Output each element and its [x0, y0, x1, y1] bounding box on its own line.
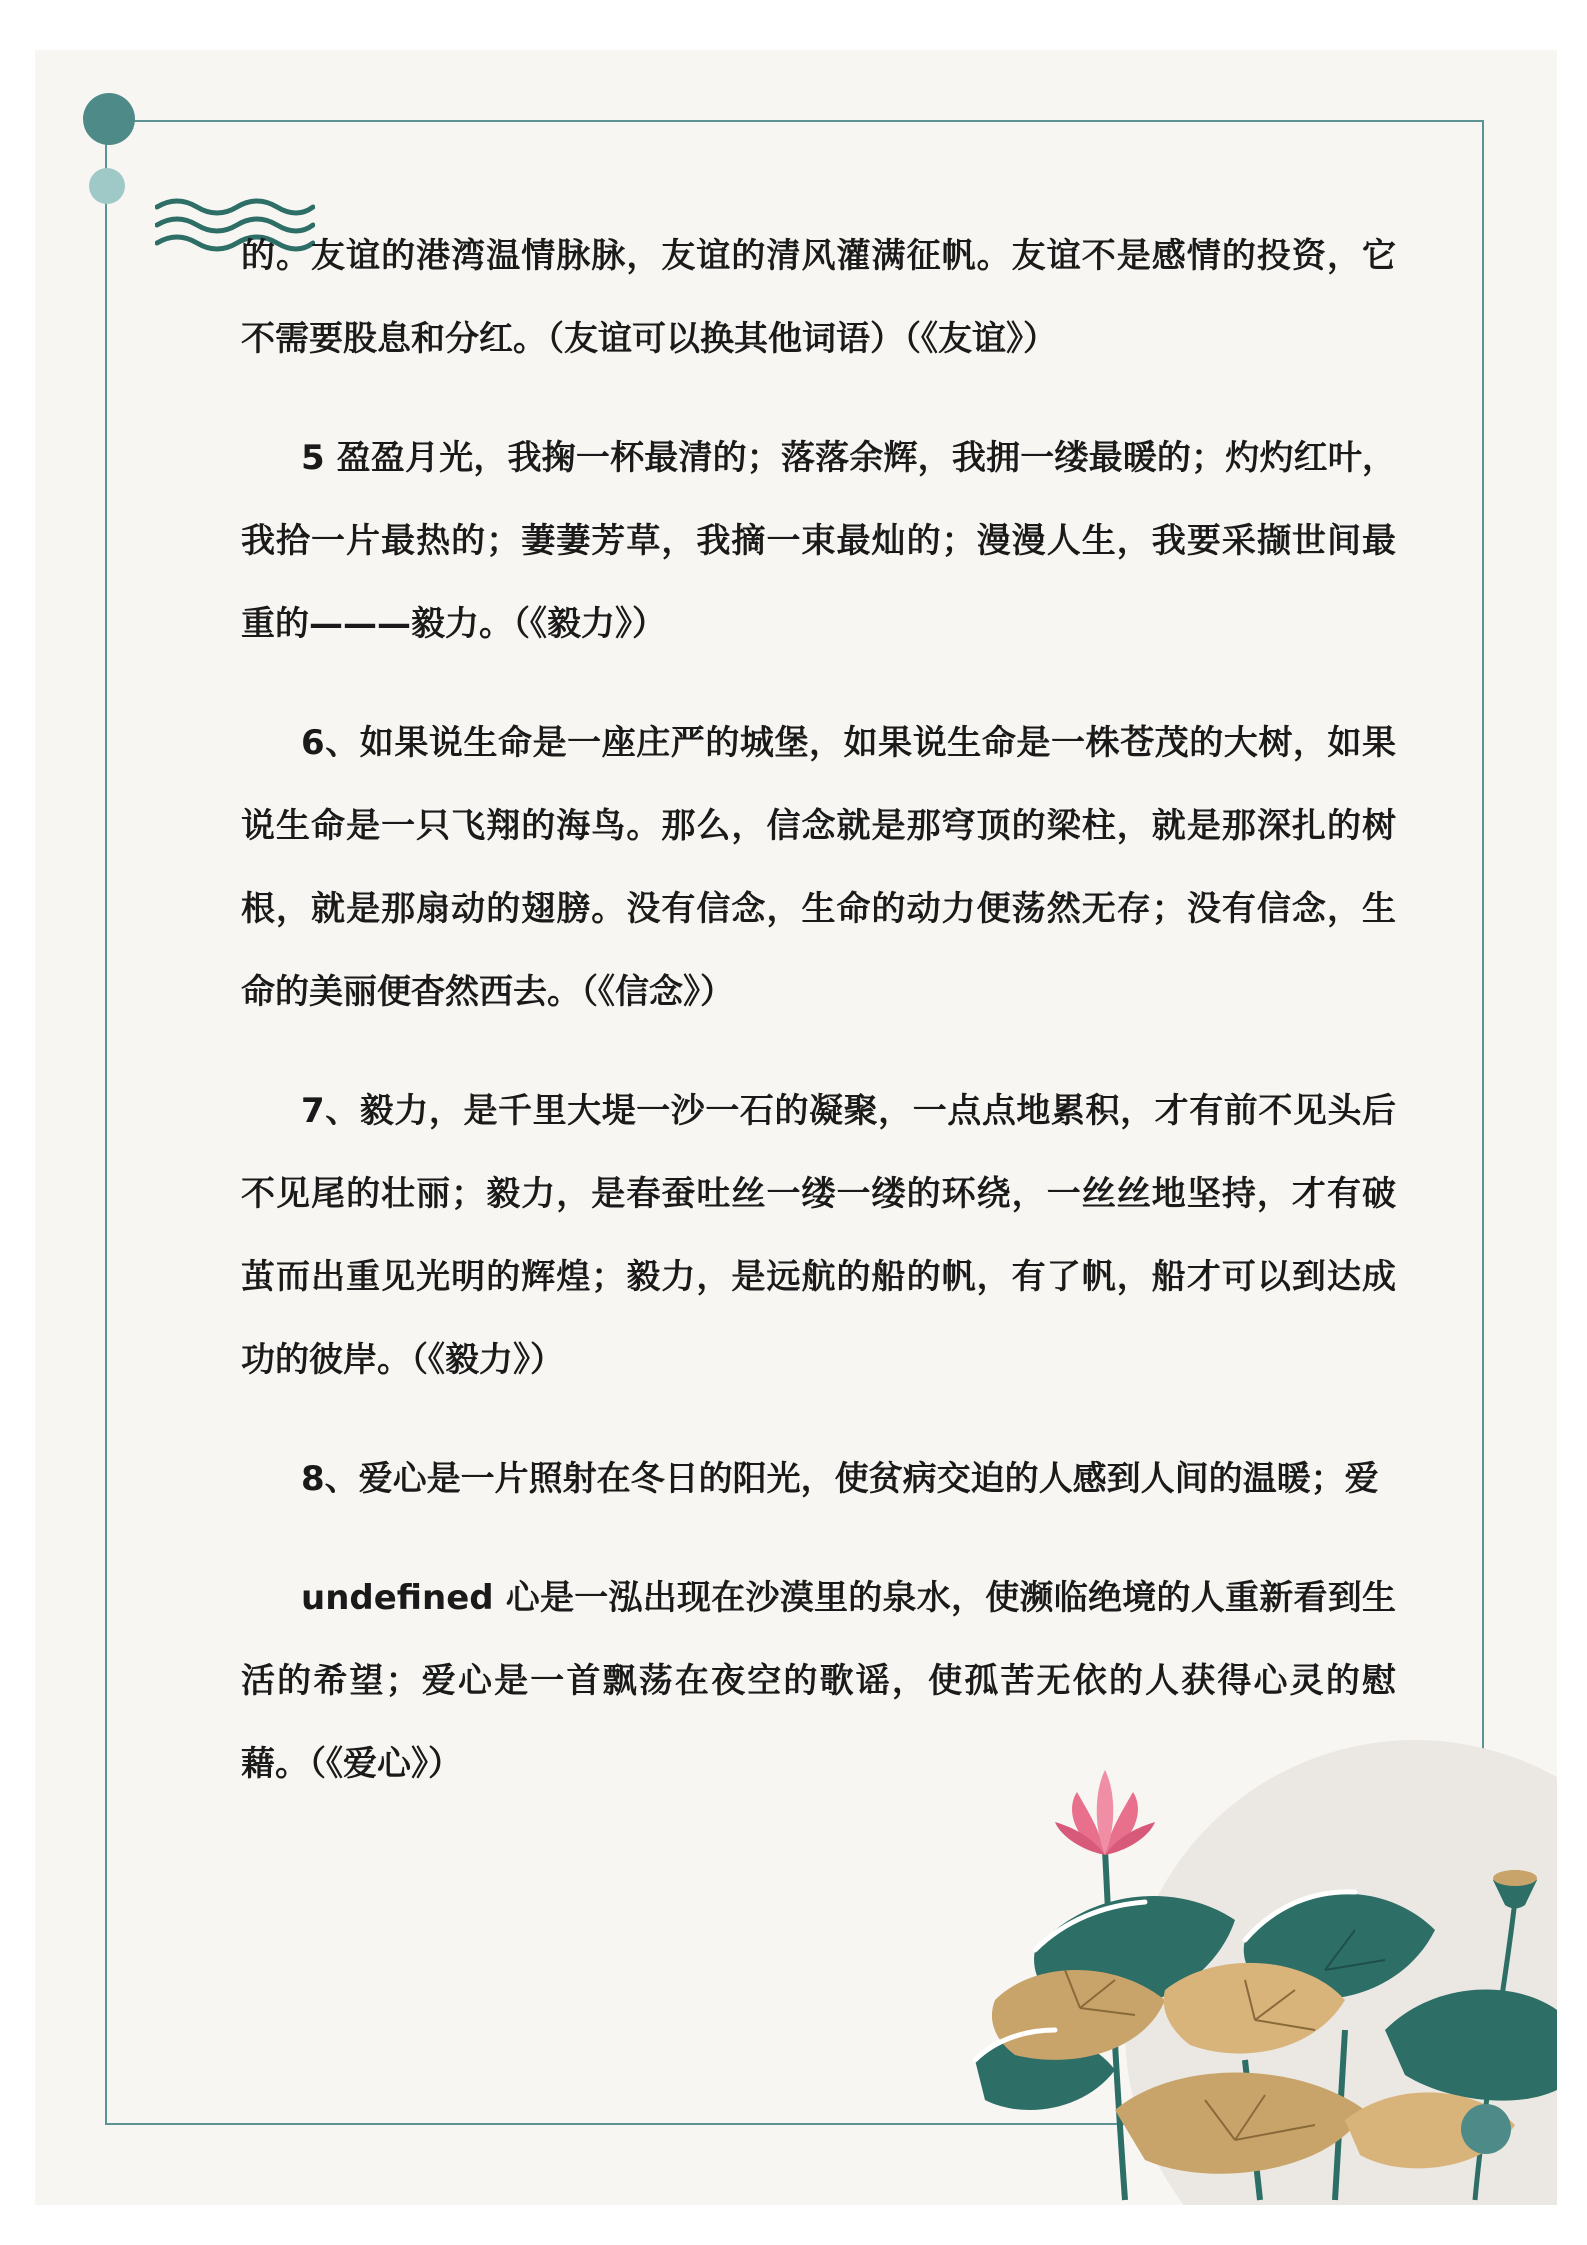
paragraph-8-love: 8、爱心是一片照射在冬日的阳光，使贫病交迫的人感到人间的温暖；爱 — [301, 1459, 1379, 1499]
paragraph-friendship: 的。友谊的港湾温情脉脉，友谊的清风灌满征帆。友谊不是感情的投资，它不需要股息和分红。（友谊可以换其他词语）（《友谊》） — [241, 236, 1396, 359]
decorative-dot-corner — [1461, 2104, 1511, 2154]
document-body — [241, 215, 1396, 1842]
document-page — [35, 50, 1557, 2205]
paragraph-5-perseverance: 5 盈盈月光，我掬一杯最清的；落落余辉，我拥一缕最暖的；灼灼红叶，我拾一片最热的；萋萋芳草，我摘一束最灿的；漫漫人生，我要采撷世间最重的———毅力。（《毅力》） — [241, 438, 1396, 644]
paragraph-love-continued: undefined 心是一泓出现在沙漠里的泉水，使濒临绝境的人重新看到生活的希望；爱心是一首飘荡在夜空的歌谣，使孤苦无依的人获得心灵的慰藉。（《爱心》） — [241, 1578, 1396, 1784]
decorative-dot-small — [89, 168, 125, 204]
paragraph-6-belief: 6、如果说生命是一座庄严的城堡，如果说生命是一株苍茂的大树，如果说生命是一只飞翔的海鸟。那么，信念就是那穹顶的梁柱，就是那深扎的树根，就是那扇动的翅膀。没有信念，生命的动力便荡然无存；没有信念，生命的美丽便杳然西去。（《信念》） — [241, 723, 1396, 1012]
decorative-dot-large — [83, 93, 135, 145]
paragraph-7-perseverance: 7、毅力，是千里大堤一沙一石的凝聚，一点点地累积，才有前不见头后不见尾的壮丽；毅力，是春蚕吐丝一缕一缕的环绕，一丝丝地坚持，才有破茧而出重见光明的辉煌；毅力，是远航的船的帆，有了帆，船才可以到达成功的彼岸。（《毅力》） — [241, 1091, 1396, 1380]
